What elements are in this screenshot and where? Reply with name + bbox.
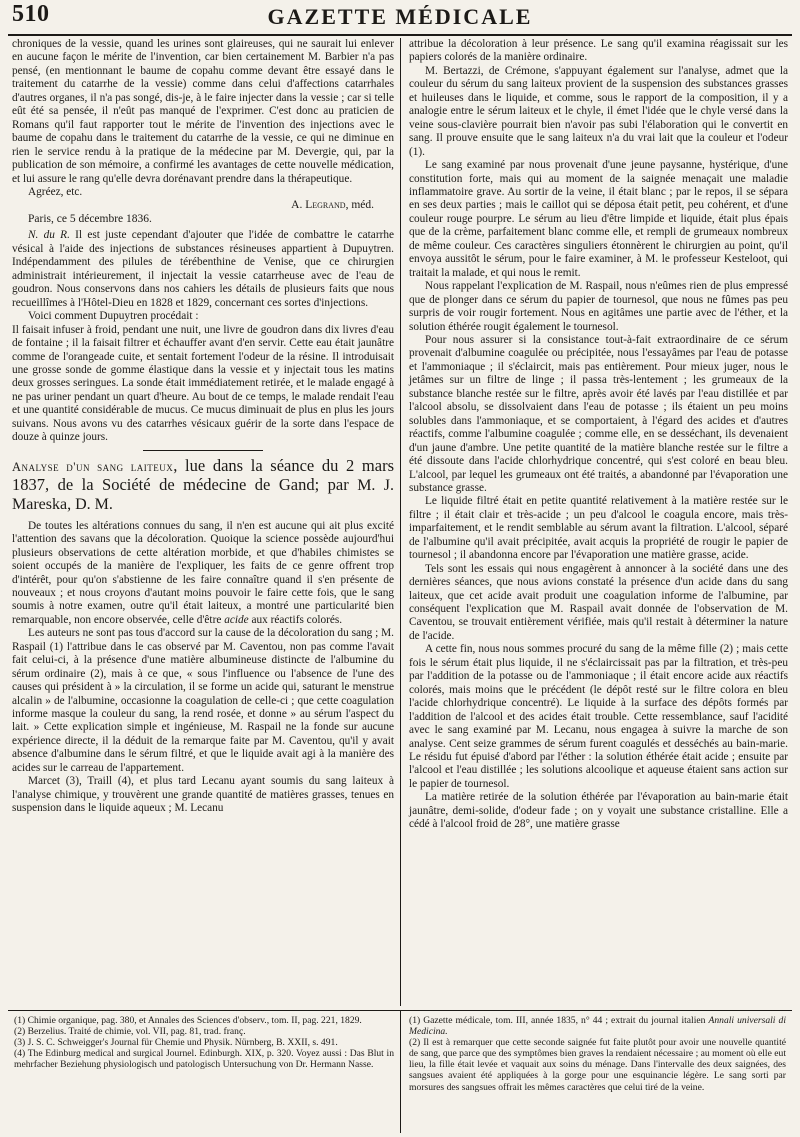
paragraph: Pour nous assurer si la consistance tout-à-fait extraordinaire de ce sérum provenait d'albumine coagulée ou précipitée, nous l'essayâmes par l'eau de potasse et l'ammoniaque ; il s'éclaircit, mais pas entièrement. Pour mieux juger, nous le jetâmes sur un filtre de linge ; il passa très-lentement ; les grumeaux de la substance blanche restée sur le filtre, après avoir été lavés par l'eau distillée et par l'alcool absolu, se dissolvaient dans l'eau de potasse ; ils étaient un peu moins solubles dans l'ammoniaque, et se comportaient, à l'égard des acides et d'autres réactifs, comme l'albumine coagulée ; comme elle, en se desséchant, ils devenaient d'un jaune d'ambre. Une petite quantité de la matière blanche restée sur le filtre a été dissoute dans l'acide chlorhydrique concentré, qui s'est coloré en beau bleu. L'alcool, par lequel les grumeaux ont été traités, a abandonné par l'évaporation une substance grasse. <box>409 333 788 494</box>
signature <box>12 199 394 211</box>
footnote-text: (1) Gazette médicale, tom. III, année 1835, n° 44 ; extrait du journal italien <box>409 1015 706 1026</box>
footnote: (2) Berzelius. Traité de chimie, vol. VII, pag. 81, trad. franç. <box>14 1026 246 1038</box>
paragraph: chroniques de la vessie, quand les urines sont glaireuses, qui ne saurait lui enlever en aucune façon le mérite de l'invention, car bien certainement M. Barbier n'a pas pensé, (en mentionnant le baume de copahu comme devant être essayé dans le traitement du catarrhe de la vessie) comme dans celui d'affections catarrhales d'autres organes, il n'a pas songé, dis-je, à le faire injecter dans la vessie ; car si telle eût été sa pensée, il n'eût pas manqué de l'exprimer. C'est donc au praticien de Romans qu'il faut rapporter tout le mérite de l'invention des injections avec le baume de copahu dans le traitement du catarrhe de la vessie, ce qui ne diminue en rien le service rendu à la pratique de la médecine par M. Devergie, qui, par la publication de son mémoire, a confirmé les avantages de cette nouvelle médication, et lui assure le rang qu'elle devra dorénavant prendre dans la thérapeutique. <box>12 38 394 185</box>
paragraph: Nous rappelant l'explication de M. Raspail, nous n'eûmes rien de plus empressé que de plonger dans ce sérum du papier de tournesol, que nous ne fûmes pas peu surpris de voir rougir fortement. Nous en agitâmes une partie avec de l'éther, et la solution éthérée rougit également le tournesol. <box>409 280 788 333</box>
left-column <box>8 38 400 1006</box>
paragraph: Il faisait infuser à froid, pendant une nuit, une livre de goudron dans dix livres d'eau de fontaine ; il la faisait filtrer et échauffer avant d'en servir. Cette eau était jaunâtre comme de l'orangeade cuite, et sentait fortement l'odeur de la résine. Il introduisait une grosse sonde de gomme élastique dans la vessie et y injectait tous les matins deux grosses seringues. La sonde était immédiatement retirée, et le malade engagé à ne pas uriner pendant un quart d'heure. Au bout de ce temps, le malade rendait l'eau et une quantité considérable de mucus. Ce mucus diminuait de plus en plus les jours suivans. Nous avons vu des catarrhes vésicaux guérir de la sorte dans l'espace de douze à quinze jours. <box>12 323 394 444</box>
right-column <box>400 38 792 1006</box>
article-title <box>12 457 394 514</box>
paragraph: Le sang examiné par nous provenait d'une jeune paysanne, hystérique, d'une constitution forte, mais qui au moment de la saignée menaçait une maladie inflammatoire grave. Au sortir de la veine, il était blanc ; par le repos, il se sépara en ses deux parties ; mais le caillot qui se déposa était petit, peu cohérent, et d'une couleur rouge pourpre. Le sérum au lieu d'être limpide et liquide, était plus épais que de la crème, parfaitement blanc comme elle, et rempli de grumeaux nombreux de même couleur. Ces caractères singuliers étonnèrent le chirurgien au point, qu'il envoya aussitôt le sérum, pour le faire examiner, à M. le professeur Kesteloot, qui traitait la malade, et qui nous le remit. <box>409 159 788 279</box>
paragraph: Le liquide filtré était en petite quantité relativement à la matière restée sur le filtre ; il était clair et très-acide ; un peu d'alcool le coagula encore, mais très-imparfaitement, et le rendit semblable au sérum avant la filtration. L'alcool, séparé de l'albumine qu'il avait précipitée, avait acquis la propriété de rougir le papier de tournesol ; il abandonna encore par l'évaporation une matière grasse, acide. <box>409 495 788 562</box>
paragraph-text: aux réactifs colorés. <box>251 613 343 626</box>
page-number: 510 <box>12 1 50 27</box>
footnotes-right <box>400 1011 792 1133</box>
footnote: (3) J. S. C. Schweigger's Journal für Chemie und Physik. Nürnberg, B. XXII, s. 491. <box>14 1037 338 1049</box>
body-columns <box>8 38 792 1006</box>
salutation: Agréez, etc. <box>28 185 83 198</box>
footnotes-left <box>8 1011 400 1133</box>
article-title-rest: , lue dans la séance du 2 mars 1837, de la Société de médecine de Gand; par <box>12 455 394 494</box>
article-author: M. J. Mareska, D. M. <box>12 476 395 513</box>
footnote: (2) Il est à remarquer que cette seconde saignée fut faite plutôt pour avoir une nouvelle quantité de sang, que parce que des symptômes bien graves la rendaient nécessaire ; au moment où elle eut lieu, la fille était levée et vaquait aux soins du ménage. Dans l'intervalle des deux saignées, des sangsues avaient été appliquées à la gorge pour une esquinancie légère. Le sang sorti par morsures des sangsues offrait les mêmes caractères que celui tiré de la veine. <box>409 1037 786 1093</box>
footnote <box>409 1015 786 1037</box>
paragraph: Marcet (3), Traill (4), et plus tard Lecanu ayant soumis du sang laiteux à l'analyse chimique, y trouvèrent une grande quantité de matières grasses, tenues en suspension dans le liquide aqueux ; M. Lecanu <box>12 775 394 815</box>
signature-title: , méd. <box>345 199 374 212</box>
paragraph-text: De toutes les altérations connues du sang, il n'en est aucune qui ait plus excité l'attention des savans que la décoloration. Quoique la science possède aujourd'hui plusieurs observations de cette altération morbide, et que d'habiles chimistes se soient occupés de la manière de l'expliquer, les faits de ce genre offrent trop d'intérêt, pour qu'on s'abstienne de les faire connaître quand il s'en présente de nouveaux ; et nous croyons d'autant moins pouvoir le faire cette fois, que le sang soumis à notre examen, outre qu'il était laiteux, a montré une particularité bien remarquable, non encore observée, celle d'être <box>12 519 394 626</box>
paragraph: Voici comment Dupuytren procédait : <box>28 310 199 323</box>
signature-name: A. Legrand <box>291 199 346 212</box>
paragraph: attribue la décoloration à leur présence. Le sang qu'il examina réagissait sur les papiers colorés de la manière ordinaire. <box>409 38 788 64</box>
place-date: Paris, ce 5 décembre 1836. <box>28 213 152 226</box>
footnote: (1) Chimie organique, pag. 380, et Annales des Sciences d'observ., tom. II, pag. 221, 1829. <box>14 1015 362 1026</box>
paragraph: La matière retirée de la solution éthérée par l'évaporation au bain-marie était jaunâtre, demi-solide, d'odeur fade ; on y voyait une substance cristalline. Elle a cédé à l'alcool froid de 28°, une matière grasse <box>409 791 788 831</box>
footnote: (4) The Edinburg medical and surgical Journel. Edinburgh. XIX, p. 320. Voyez aussi : Das Blut in mehrfacher Beziehung physiologisch und patologisch Untersuchung von Dr. Hermann Nasse. <box>14 1048 394 1071</box>
paragraph <box>12 520 394 628</box>
paragraph: Les auteurs ne sont pas tous d'accord sur la cause de la décoloration du sang ; M. Raspail (1) l'attribue dans le cas observé par M. Caventou, non pas comme l'avait fait celui-ci, à la présence d'une matière albumineuse distincte de l'albumine du sérum ordinaire (2), mais à ce que, « sous l'influence ou l'absence de l'une des causes qui président à » la circulation, il se forme un acide qui, saturant le menstrue alcalin » de l'albumine, occasionne la coagulation de celle-ci ; que cette coagulation informe masque la couleur du sang, la rend rosée, et donne » au sérum l'aspect du lait. » Cette explication simple et ingénieuse, M. Raspail ne la fonde sur aucune expérience directe, il la déduit de la remarque faite par M. Caventou, qu'il y avait absence d'albumine dans le sérum filtré, et que le liquide avait agi à la manière des acides sur le carreau de l'appartement. <box>12 627 394 774</box>
footnotes <box>8 1010 792 1133</box>
editor-note-text: Il est juste cependant d'ajouter que l'idée de combattre le catarrhe vésical à l'aide des injections de substances résineuses appartient à Dupuytren. Indépendamment des pilules de térébenthine de Venise, que ce chirurgien administrait intérieurement, il injectait la vessie catarrheuse avec de l'eau de goudron. Nous conservons dans nos cahiers les détails de plusieurs faits que nous recueillîmes à l'Hôtel-Dieu en 1828 et 1829, concernant ces sortes d'injections. <box>12 229 395 309</box>
paragraph: A cette fin, nous nous sommes procuré du sang de la même fille (2) ; mais cette fois le sérum était plus liquide, il ne s'éclaircissait pas par la filtration, et très-peu par l'addition de la potasse ou de l'ammoniaque ; il était encore acide aux réactifs colorés, mais moins que le précédent (le dépôt resté sur le filtre colora en bleu l'acide chlorhydrique concentré). Le liquide à la surface des dépôts formés par l'addition de l'alcool et des acides était trouble. Cette ressemblance, sauf l'acidité avec le sang examiné par M. Lecanu, nous engagea à suivre la marche de son analyse. Cent seize grammes de sérum furent coagulés et desséchés au bain-marie. Le résidu fut épuisé d'abord par l'éther : la solution éthérée était acide ; ensuite par l'alcool et l'eau distillée ; les solutions alcoolique et aqueuse étaient sans action sur le papier de tournesol. <box>409 643 788 790</box>
editor-note <box>12 229 394 310</box>
paragraph: Tels sont les essais qui nous engagèrent à annoncer à la société dans une des dernières séances, que nous avions constaté la présence d'un acide dans du sang laiteux, que cet acide avait produit une coagulation informe de l'albumine, par conséquent l'explication que M. Raspail avait donnée de l'observation de M. Caventou, se trouvait entièrement vérifiée, mais qu'il restait à déterminer la nature de l'acide. <box>409 562 788 642</box>
section-divider <box>143 450 263 451</box>
editor-note-label: N. du R. <box>28 229 70 242</box>
emphasis: acide <box>224 613 249 626</box>
article-title-lead: Analyse d'un sang laiteux <box>12 459 174 474</box>
paragraph: M. Bertazzi, de Crémone, s'appuyant également sur l'analyse, admet que la couleur du sérum du sang laiteux provient de la suspension des substances grasses et huileuses dans le liquide, et comme, sous le rapport de la composition, il y a analogie entre le sérum laiteux et le chyle, il émet l'idée que le chyle versé dans la veine sous-clavière pourrait bien n'avoir pas subi l'élaboration qui le convertit en sang. Il prouve ensuite que le sang laiteux n'a du vrai lait que la couleur et l'odeur (1). <box>409 64 788 158</box>
page-header <box>8 0 792 36</box>
footnote-emphasis: Annali universali di Medicina. <box>409 1015 786 1038</box>
journal-title: GAZETTE MÉDICALE <box>267 4 533 29</box>
